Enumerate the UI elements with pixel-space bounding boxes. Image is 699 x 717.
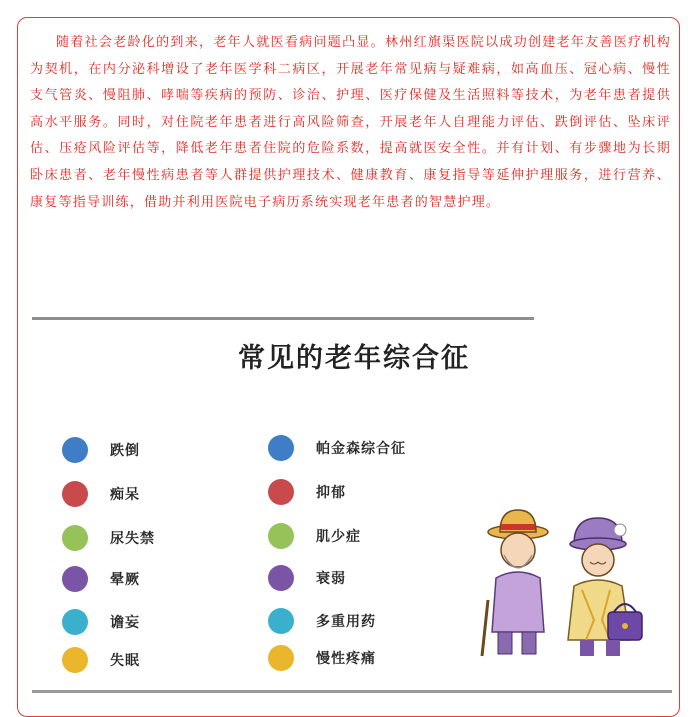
syndrome-label: 谵妄 bbox=[110, 615, 140, 631]
syndrome-label: 慢性疼痛 bbox=[316, 651, 376, 667]
yellow-dot-icon bbox=[268, 645, 294, 671]
syndrome-label: 晕厥 bbox=[110, 572, 140, 588]
syndrome-item-delirium bbox=[62, 607, 140, 637]
syndrome-label: 尿失禁 bbox=[110, 531, 155, 547]
syndrome-item-chronic-pain bbox=[268, 643, 376, 673]
cyan-dot-icon bbox=[62, 609, 88, 635]
syndrome-item-sarcopenia bbox=[268, 521, 361, 551]
syndrome-label: 痴呆 bbox=[110, 487, 140, 503]
syndrome-item-insomnia bbox=[62, 645, 140, 675]
figure-title: 常见的老年综合征 bbox=[238, 343, 470, 374]
green-dot-icon bbox=[268, 523, 294, 549]
purple-dot-icon bbox=[62, 566, 88, 592]
purple-dot-icon bbox=[268, 565, 294, 591]
syndrome-item-depression bbox=[268, 477, 346, 507]
syndrome-item-dementia bbox=[62, 479, 140, 509]
syndrome-label: 失眠 bbox=[110, 653, 140, 669]
red-dot-icon bbox=[62, 481, 88, 507]
syndrome-item-polypharmacy bbox=[268, 606, 376, 636]
blue-dot-icon bbox=[268, 435, 294, 461]
syndrome-item-frailty bbox=[268, 563, 346, 593]
syndrome-label: 多重用药 bbox=[316, 614, 376, 630]
syndrome-label: 衰弱 bbox=[316, 571, 346, 587]
green-dot-icon bbox=[62, 525, 88, 551]
elderly-couple-illustration bbox=[470, 500, 660, 660]
syndrome-label: 抑郁 bbox=[316, 485, 346, 501]
syndrome-label: 跌倒 bbox=[110, 443, 140, 459]
syndrome-label: 肌少症 bbox=[316, 529, 361, 545]
cyan-dot-icon bbox=[268, 608, 294, 634]
syndrome-item-fall bbox=[62, 435, 140, 465]
intro-paragraph: 随着社会老龄化的到来，老年人就医看病问题凸显。林州红旗渠医院以成功创建老年友善医疗机构为契机，在内分泌科增设了老年医学科二病区，开展老年常见病与疑难病，如高血压、冠心病、慢性支气管炎、慢阻肺、哮喘等疾病的预防、诊治、护理、医疗保健及生活照料等技术，为老年患者提供高水平服务。同时，对住院老年患者进行高风险筛查，开展老年人自理能力评估、跌倒评估、坠床评估、压疮风险评估等，降低老年患者住院的危险系数，提高就医安全性。并有计划、有步骤地为长期卧床患者、老年慢性病患者等人群提供护理技术、健康教育、康复指导等延伸护理服务，进行营养、康复等指导训练，借助并利用医院电子病历系统实现老年患者的智慧护理。 bbox=[30, 35, 671, 210]
figure-bottom-divider bbox=[32, 690, 672, 693]
blue-dot-icon bbox=[62, 437, 88, 463]
yellow-dot-icon bbox=[62, 647, 88, 673]
red-dot-icon bbox=[268, 479, 294, 505]
syndrome-label: 帕金森综合征 bbox=[316, 441, 406, 457]
syndrome-item-incontinence bbox=[62, 523, 155, 553]
syndrome-item-syncope bbox=[62, 564, 140, 594]
syndrome-item-parkinsonism bbox=[268, 433, 406, 463]
figure-top-divider bbox=[32, 317, 534, 320]
